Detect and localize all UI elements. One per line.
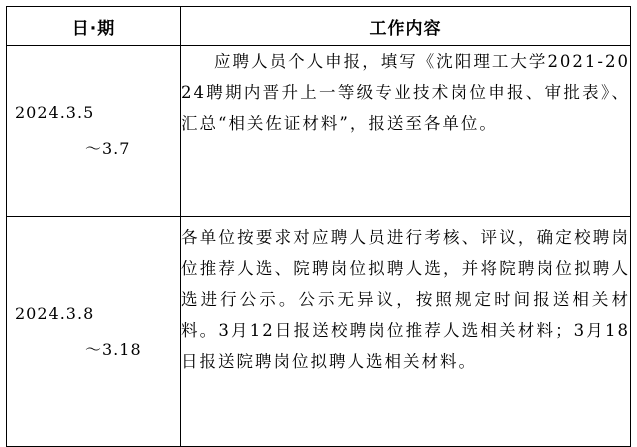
table-header-row bbox=[7, 7, 631, 46]
column-header-content: 工作内容 bbox=[181, 7, 631, 46]
date-end: ～3.18 bbox=[85, 339, 142, 359]
column-header-date: 日·期 bbox=[7, 7, 181, 46]
date-cell bbox=[7, 217, 181, 447]
date-cell bbox=[7, 46, 181, 217]
date-start: 2024.3.8 bbox=[15, 303, 95, 323]
date-end: ～3.7 bbox=[85, 139, 131, 158]
table-row bbox=[7, 46, 631, 217]
table-row bbox=[7, 217, 631, 447]
content-cell: 应聘人员个人申报，填写《沈阳理工大学2021-2024聘期内晋升上一等级专业技术岗位申报、审批表》、汇总“相关佐证材料”，报送至各单位。 bbox=[181, 46, 631, 217]
schedule-table bbox=[6, 6, 631, 447]
content-cell: 各单位按要求对应聘人员进行考核、评议，确定校聘岗位推荐人选、院聘岗位拟聘人选，并将院聘岗位拟聘人选进行公示。公示无异议，按照规定时间报送相关材料。3月12日报送校聘岗位推荐人选相关材料；3月18日报送院聘岗位拟聘人选相关材料。 bbox=[181, 217, 631, 447]
date-start: 2024.3.5 bbox=[15, 103, 95, 122]
